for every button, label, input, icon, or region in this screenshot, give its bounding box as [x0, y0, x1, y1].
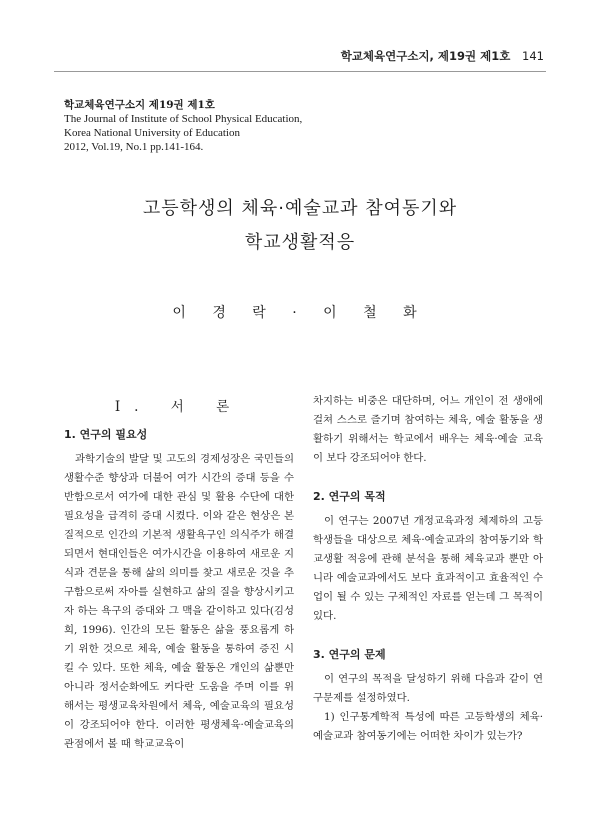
- subsection-heading: 2. 연구의 목적: [313, 490, 386, 503]
- citation-line: The Journal of Institute of School Physical Education,: [64, 113, 303, 125]
- running-header: [341, 48, 544, 64]
- subsection-heading: 1. 연구의 필요성: [64, 428, 148, 441]
- body-paragraph: 이 연구는 2007년 개정교육과정 체제하의 고등학생들을 대상으로 체육·예술교과의 참여동기와 학교생활 적응에 관해 분석을 통해 체육교과 뿐만 아니라 예술교과에서도 보다 효과적이고 효율적인 수업이 될 수 있는 구체적인 자료를 얻는데 그 목적이 있다.: [313, 515, 543, 622]
- authors: 이 경 락 · 이 철 화: [172, 305, 428, 321]
- citation-line: 학교체육연구소지 제19권 제1호: [64, 99, 215, 111]
- right-column: [313, 392, 543, 746]
- citation-line: Korea National University of Education: [64, 127, 240, 139]
- page-number: 141: [522, 49, 544, 63]
- title-line-1: 고등학생의 체육·예술교과 참여동기와: [142, 198, 458, 219]
- header-divider: [54, 71, 546, 72]
- left-column: [64, 396, 294, 754]
- list-item: 1) 인구통계학적 특성에 따른 고등학생의 체육·예술교과 참여동기에는 어떠한 차이가 있는가?: [313, 711, 543, 742]
- subsection-heading: 3. 연구의 문제: [313, 648, 386, 661]
- section-heading: I. 서 론: [114, 399, 244, 415]
- paper-title: [0, 192, 600, 260]
- journal-name: 학교체육연구소지, 제19권 제1호: [340, 49, 511, 63]
- citation-block: [64, 98, 302, 154]
- citation-line: 2012, Vol.19, No.1 pp.141-164.: [64, 141, 204, 153]
- body-paragraph: 과학기술의 발달 및 고도의 경제성장은 국민들의 생활수준 향상과 더불어 여가 시간의 증대 등을 수반함으로서 여가에 대한 관심 및 활용 수단에 대한 필요성을 급격히 증대 시켰다. 이와 같은 현상은 본질적으로 인간의 기본적 생활욕구인 의식주가 해결되면서 현대인들은 여가시간을 이용하여 새로운 지식과 견문을 통해 삶의 의미를 찾고 새로운 것을 추구함으로써 자아를 실현하고 삶의 질을 향상시키고자 하는 욕구의 증대와 그 맥을 같이하고 있다(김성희, 1996). 인간의 모든 활동은 삶을 풍요롭게 하기 위한 것으로 체육, 예술 활동을 통하여 증진 시킬 수 있다. 또한 체육, 예술 활동은 개인의 삶뿐만 아니라 정서순화에도 커다란 도움을 주며 이를 위해서는 평생교육차원에서 체육, 예술교육의 필요성이 강조되어야 한다. 이러한 평생체육·예술교육의 관점에서 볼 때 학교교육이: [64, 453, 294, 750]
- title-line-2: 학교생활적응: [244, 232, 356, 253]
- body-paragraph: 차지하는 비중은 대단하며, 어느 개인이 전 생애에 걸쳐 스스로 즐기며 참여하는 체육, 예술 활동을 생활하기 위해서는 학교에서 배우는 체육·예술 교육이 보다 강조되어야 한다.: [313, 395, 543, 464]
- body-paragraph: 이 연구의 목적을 달성하기 위해 다음과 같이 연구문제를 설정하였다.: [313, 673, 543, 704]
